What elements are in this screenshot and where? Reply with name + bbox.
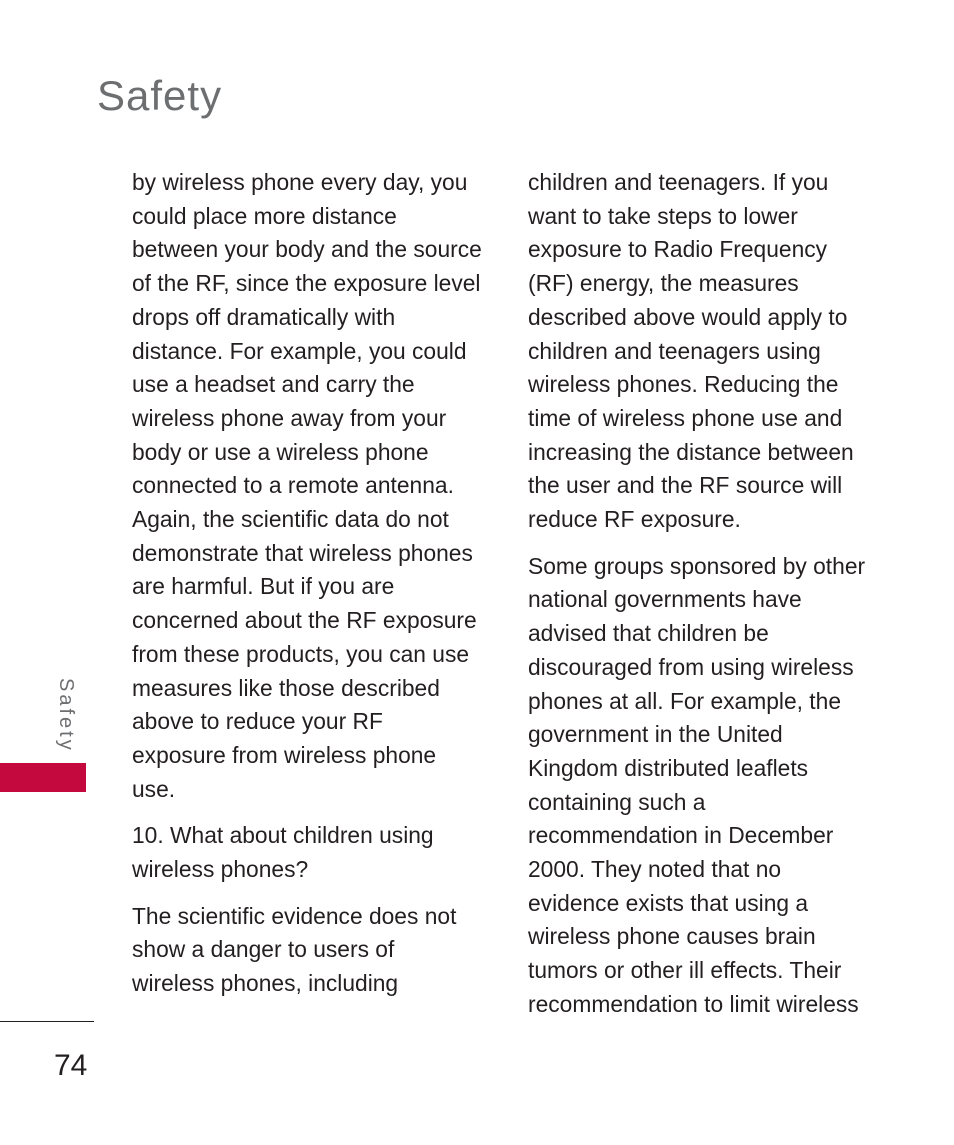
body-paragraph: The scientific evidence does not show a danger to users of wireless phones, including bbox=[132, 902, 457, 997]
body-paragraph: Some groups sponsored by other national governments have advised that children be discouraged from using wireless phones at all. For example, the government in the United Kingdom distributed leaflets containing such a recommendation in December 2000. They noted that no evidence exists that using a wireless phone causes brain tumors or other ill effects. Their recommendation to limit wireless bbox=[528, 552, 866, 1017]
section-tab-label: Safety bbox=[55, 678, 77, 753]
question-heading: 10. What about children using wireless phones? bbox=[132, 822, 434, 883]
footer-divider bbox=[0, 1021, 94, 1022]
body-paragraph: children and teenagers. If you want to take steps to lower exposure to Radio Frequency (RF) energy, the measures described above would apply to children and teenagers using wireless phones. Reducing the time of wireless phone use and increasing the distance between the user and the RF source will reduce RF exposure. bbox=[528, 169, 854, 533]
right-column bbox=[528, 166, 878, 1035]
page-title: Safety bbox=[97, 72, 223, 119]
body-paragraph: by wireless phone every day, you could place more distance between your body and the source of the RF, since the exposure level drops off dramatically with distance. For example, you could use a headset and carry the wireless phone away from your body or use a wireless phone connected to a remote antenna. Again, the scientific data do not demonstrate that wireless phones are harmful. But if you are concerned about the RF exposure from these products, you can use measures like those described above to reduce your RF exposure from wireless phone use. bbox=[132, 169, 482, 802]
left-column bbox=[132, 166, 482, 1014]
page-number: 74 bbox=[54, 1049, 88, 1082]
section-tab-marker bbox=[0, 763, 86, 792]
